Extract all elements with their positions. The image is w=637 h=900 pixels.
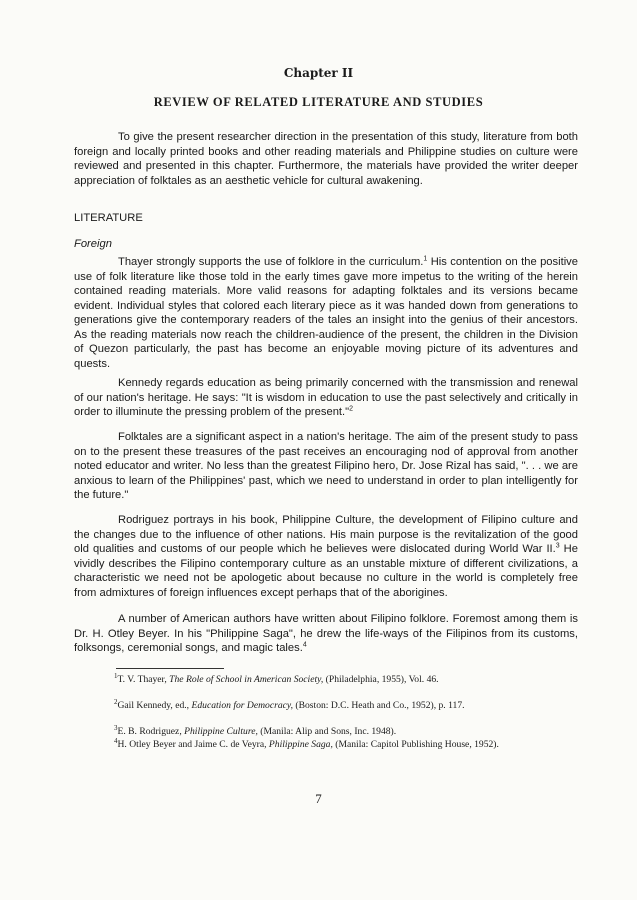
footnote-4: $^4$H. Otley Beyer and Jaime C. de Veyra, Philippine Saga, (Manila: Capitol Publishing House, 1952). xyxy=(114,736,499,750)
footnote-divider xyxy=(116,668,224,669)
footnote-ref: 2 xyxy=(349,405,354,413)
paragraph-beyer: A number of American authors have written about Filipino folklore. Foremost among them is Dr. H. Otley Beyer. In his "Philippine Saga", he drew the life-ways of the Filipinos from its customs, folksongs, ceremonial songs, and magic tales.$^4$ xyxy=(74,613,578,654)
footnote-ref: 3 xyxy=(555,542,560,550)
paragraph-thayer: Thayer strongly supports the use of folklore in the curriculum.$^1$ His contention on the positive use of folk literature like those told in the early times gave more impetus to the writing of the herein contained reading materials. More valid reasons for adapting folktales and its versions became evident. Individual styles that colored each literary piece as it was handed down from generations to generations give the contemporary readers of the tales an insight into the genius of their ancestors. As the reading materials now reach the children-audience of the present, the children in the Division of Quezon particularly, the past has become an enjoyable moving picture of its adventures and quests. xyxy=(74,255,578,370)
chapter-title: REVIEW OF RELATED LITERATURE AND STUDIES xyxy=(153,95,484,109)
paragraph-kennedy: Kennedy regards education as being primarily concerned with the transmission and renewal of our nation's heritage. He says: "It is wisdom in education to use the past selectively and critically in order to illuminute the pressing problem of the present."$^2$ xyxy=(74,377,578,418)
subsection-heading: Foreign xyxy=(74,238,112,250)
footnote-1: $^1$T. V. Thayer, The Role of School in American Society, (Philadelphia, 1955), Vol. 46. xyxy=(114,671,439,685)
footnote-ref: 1 xyxy=(423,255,428,263)
page-number: 7 xyxy=(315,791,322,806)
intro-paragraph: To give the present researcher direction in the presentation of this study, literature from both foreign and locally printed books and other reading materials and Philippine studies on culture were reviewed and presented in this chapter. Furthermore, the materials have provided the writer deeper appreciation of folktales as an aesthetic vehicle for cultural awakening. xyxy=(74,131,578,187)
chapter-label: Chapter II xyxy=(283,66,354,80)
paragraph-rodriguez: Rodriguez portrays in his book, Philippine Culture, the development of Filipino culture and the changes due to the influence of other nations. His main purpose is the revitalization of the good old qualities and customs of our people which he believes were dislocated during World War II.$^3$ He vividly describes the Filipino contemporary culture as an unstable mixture of different civilizations, a characteristic we need not be apologetic about because no culture in the world is completely free from admixtures of foreign influences except perhaps that of the aborigines. xyxy=(74,514,578,599)
section-heading: LITERATURE xyxy=(74,212,143,224)
footnote-ref: 4 xyxy=(302,641,307,649)
footnote-2: $^2$Gail Kennedy, ed., Education for Democracy, (Boston: D.C. Heath and Co., 1952), p. 117. xyxy=(114,697,465,711)
footnote-3: $^3$E. B. Rodriguez, Philippine Culture, (Manila: Alip and Sons, Inc. 1948). xyxy=(114,723,397,737)
paragraph-rizal: Folktales are a significant aspect in a nation's heritage. The aim of the present study to pass on to the present these treasures of the past receives an encouraging nod of approval from another noted educator and writer. No less than the greatest Filipino hero, Dr. Jose Rizal has said, ". . . we are anxious to learn of the Philippines' past, which we need to understand in order to plan intelligently for the future." xyxy=(74,431,578,501)
